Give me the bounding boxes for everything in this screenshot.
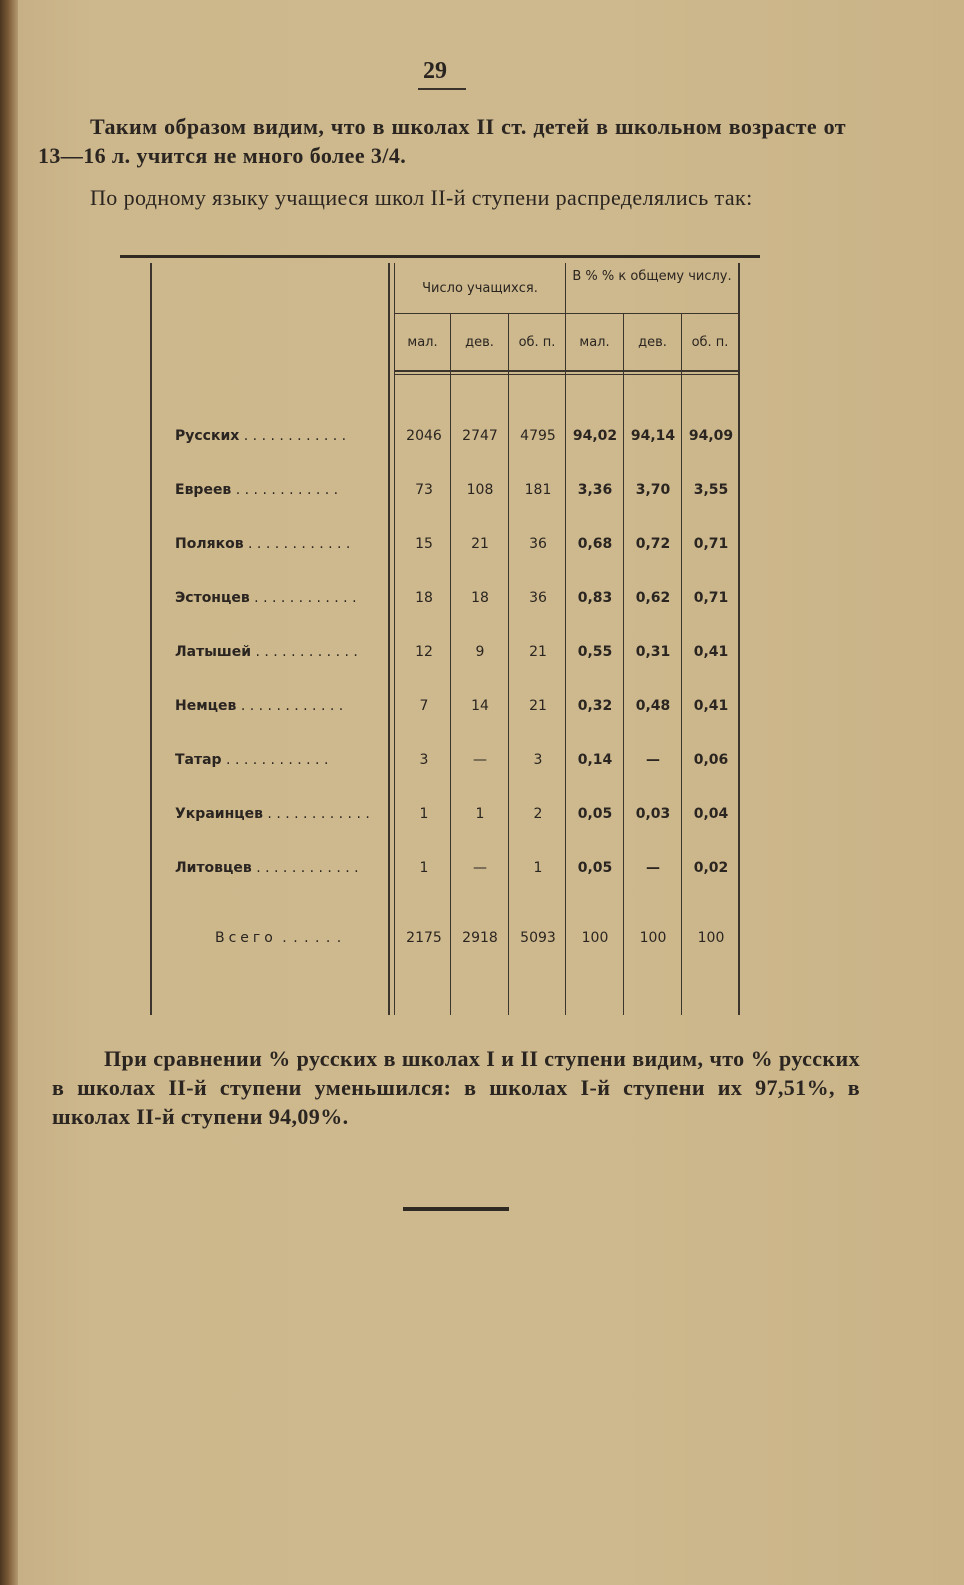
col-sep [623, 313, 624, 1015]
header-percent: В % % к общему числу. [572, 269, 732, 284]
table-cell: 2747 [462, 428, 498, 444]
table-top-rule [120, 255, 760, 258]
paragraph-1 [38, 112, 846, 170]
subheader: дев. [465, 335, 494, 350]
table-cell: 36 [529, 536, 547, 552]
row-label [175, 482, 385, 498]
subheader: об. п. [691, 335, 729, 350]
table-cell: 3 [533, 752, 543, 768]
page-number-underline [418, 88, 466, 90]
table-cell: 0,31 [635, 644, 671, 660]
group-sep [565, 263, 566, 1015]
table-cell: 18 [415, 590, 433, 606]
table-cell: 18 [471, 590, 489, 606]
header-rule [394, 313, 740, 314]
table-cell: 21 [529, 644, 547, 660]
table-cell: 0,68 [577, 536, 613, 552]
total-cell: 100 [639, 930, 667, 946]
leader-dots: . . . . . . . . . . . . [221, 752, 329, 768]
subheader: мал. [407, 335, 438, 350]
table-cell: 0,41 [693, 698, 729, 714]
table-cell: 181 [524, 482, 552, 498]
row-label-text: Немцев [175, 698, 237, 714]
percent-sign: % [268, 1046, 291, 1071]
table-cell: 0,04 [693, 806, 729, 822]
table-cell: 7 [419, 698, 429, 714]
total-cell: 5093 [520, 930, 556, 946]
table-cell: — [646, 860, 660, 876]
row-label-text: Евреев [175, 482, 232, 498]
row-label [175, 860, 385, 876]
table-cell: 94,14 [630, 428, 676, 444]
table-cell: 0,71 [693, 590, 729, 606]
row-label [175, 806, 385, 822]
subheader: дев. [638, 335, 667, 350]
percent-sign: % [750, 1046, 774, 1071]
row-label-text: Эстонцев [175, 590, 250, 606]
table-cell: 108 [466, 482, 494, 498]
table-cell: 4795 [520, 428, 556, 444]
table-cell: 0,83 [577, 590, 613, 606]
header-bottom-rule [394, 370, 740, 372]
row-label [175, 428, 385, 444]
row-label-text: Украинцев [175, 806, 263, 822]
leader-dots: . . . . . . . . . . . . [243, 536, 351, 552]
leader-dots: . . . . . . . . . . . . [262, 806, 370, 822]
leader-dots: . . . . . . . . . . . . [251, 644, 358, 660]
table-cell: 3,36 [577, 482, 613, 498]
table-cell: 15 [415, 536, 433, 552]
leader-dots: . . . . . . . . . . . . [236, 698, 344, 714]
col-sep [450, 313, 451, 1015]
paragraph-3-text-b: русских в школах I и II ступени видим, что [290, 1046, 751, 1071]
header-bottom-rule-2 [394, 374, 740, 375]
leader-dots: . . . . . . . . . . . . [249, 590, 357, 606]
nationality-table [120, 255, 760, 1020]
table-cell: 0,05 [577, 806, 613, 822]
leader-dots: . . . . . . [276, 930, 343, 946]
table-cell: — [646, 752, 660, 768]
table-cell: — [473, 860, 487, 876]
table-cell: 1 [475, 806, 485, 822]
leader-dots: . . . . . . . . . . . . [251, 860, 359, 876]
table-cell: 0,41 [693, 644, 729, 660]
book-spine [0, 0, 18, 1585]
col-sep [508, 313, 509, 1015]
row-label-text: Латышей [175, 644, 252, 660]
table-divider-inner [394, 263, 395, 1015]
table-cell: 3,70 [635, 482, 671, 498]
table-cell: 0,14 [577, 752, 613, 768]
table-cell: — [473, 752, 487, 768]
end-rule [403, 1207, 509, 1211]
table-cell: 0,62 [635, 590, 671, 606]
table-cell: 21 [529, 698, 547, 714]
table-cell: 2046 [406, 428, 442, 444]
row-label-text: Поляков [175, 536, 244, 552]
table-cell: 1 [419, 860, 429, 876]
total-cell: 2918 [462, 930, 498, 946]
row-label [175, 752, 385, 768]
table-divider [388, 263, 390, 1015]
row-label-text: Литовцев [175, 860, 252, 876]
subheader: об. п. [518, 335, 556, 350]
row-label [175, 644, 385, 660]
table-right-border [738, 263, 740, 1015]
table-cell: 0,71 [693, 536, 729, 552]
table-cell: 0,03 [635, 806, 671, 822]
table-left-border [150, 263, 152, 1015]
table-cell: 0,55 [577, 644, 613, 660]
table-cell: 14 [471, 698, 489, 714]
row-label-text: Татар [175, 752, 222, 768]
table-cell: 9 [475, 644, 485, 660]
table-cell: 0,06 [693, 752, 729, 768]
paragraph-1-text: Таким образом видим, что в школах II ст. детей в школьном возрасте от 13—16 л. учится не много более [38, 114, 846, 168]
table-cell: 73 [415, 482, 433, 498]
row-label [175, 590, 385, 606]
col-sep [681, 313, 682, 1015]
table-cell: 36 [529, 590, 547, 606]
leader-dots: . . . . . . . . . . . . [239, 428, 347, 444]
paragraph-3 [52, 1044, 860, 1131]
header-count: Число учащихся. [422, 281, 538, 296]
table-cell: 1 [533, 860, 543, 876]
table-cell: 0,05 [577, 860, 613, 876]
table-cell: 3 [419, 752, 429, 768]
table-cell: 21 [471, 536, 489, 552]
table-cell: 94,02 [572, 428, 618, 444]
total-cell: 2175 [406, 930, 442, 946]
total-label-text: Всего [215, 930, 277, 946]
leader-dots: . . . . . . . . . . . . [231, 482, 339, 498]
total-cell: 100 [581, 930, 609, 946]
paragraph-2: По родному языку учащиеся школ II-й ступени распределялись так: [90, 185, 753, 210]
row-label-text: Русских [175, 428, 240, 444]
total-cell: 100 [697, 930, 725, 946]
table-cell: 0,02 [693, 860, 729, 876]
table-cell: 0,48 [635, 698, 671, 714]
row-label [175, 698, 385, 714]
row-label [175, 536, 385, 552]
fraction: 3/4. [370, 143, 407, 168]
page-number: 29 [423, 58, 447, 84]
paragraph-3-text-a: При сравнении [104, 1046, 269, 1071]
total-label [215, 930, 385, 946]
table-cell: 0,32 [577, 698, 613, 714]
table-cell: 0,72 [635, 536, 671, 552]
table-cell: 3,55 [693, 482, 729, 498]
subheader: мал. [579, 335, 610, 350]
table-cell: 94,09 [688, 428, 734, 444]
table-cell: 1 [419, 806, 429, 822]
table-cell: 2 [533, 806, 543, 822]
paragraph-3-text-c: русских в школах II-й ступени уменьшился: в школах I-й ступени их 97,51%, в школах II-й ступени 94,09%. [52, 1046, 860, 1129]
table-cell: 12 [415, 644, 433, 660]
